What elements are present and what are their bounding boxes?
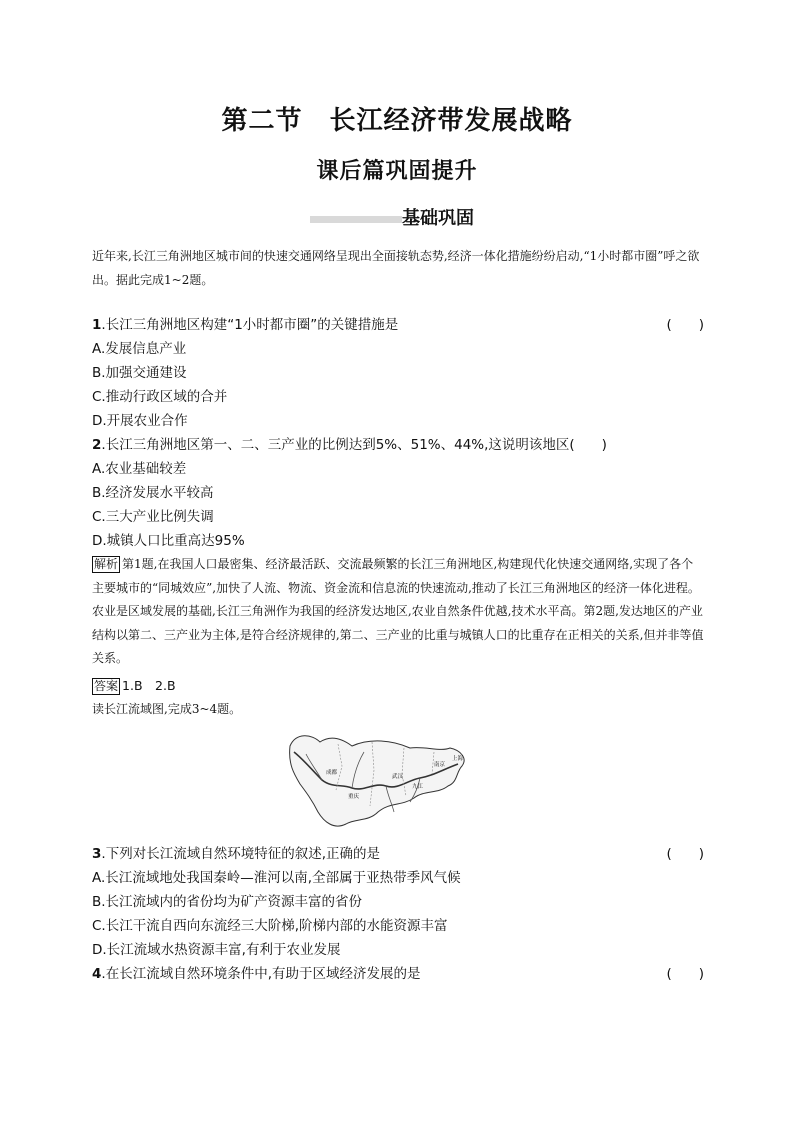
map-label-shanghai: 上海 — [452, 756, 464, 762]
q1-option-b: B.加强交通建设 — [92, 365, 187, 381]
q2-option-d: D.城镇人口比重高达95% — [92, 533, 245, 549]
question-stem: .在长江流域自然环境条件中,有助于区域经济发展的是 — [101, 966, 421, 982]
question-4 — [92, 963, 704, 985]
section-heading: 基础巩固 — [402, 208, 474, 229]
answer-text: 1.B 2.B — [122, 678, 176, 693]
map-label-wuhan: 武汉 — [392, 774, 404, 780]
q2-option-b: B.经济发展水平较高 — [92, 485, 214, 501]
analysis-block — [92, 553, 704, 671]
q3-option-a: A.长江流域地处我国秦岭—淮河以南,全部属于亚热带季风气候 — [92, 870, 461, 886]
q1-option-d: D.开展农业合作 — [92, 413, 188, 429]
q1-option-a: A.发展信息产业 — [92, 341, 187, 357]
question-number: 1 — [92, 317, 102, 333]
section-decoration-bar — [310, 216, 402, 223]
answer-paren: ( ) — [666, 846, 704, 862]
question-stem: .长江三角洲地区第一、二、三产业的比例达到5%、51%、44%,这说明该地区( ) — [101, 437, 607, 453]
question-number: 4 — [92, 966, 102, 982]
page-title: 第二节 长江经济带发展战略 — [221, 106, 573, 136]
q1-option-c: C.推动行政区域的合并 — [92, 389, 228, 405]
analysis-text: 第1题,在我国人口最密集、经济最活跃、交流最频繁的长江三角洲地区,构建现代化快速交通网络,实现了各个主要城市的“同城效应”,加快了人流、物流、资金流和信息流的快速流动,推动了长江三角洲地区的经济一体化进程。农业是区域发展的基础,长江三角洲作为我国的经济发达地区,农业自然条件优越,技术水平高。第2题,发达地区的产业结构以第二、三产业为主体,是符合经济规律的,第二、三产业的比重与城镇人口的比重存在正相关的关系,但并非等值关系。 — [92, 557, 704, 665]
map-label-nanjing: 南京 — [434, 762, 446, 768]
yangtze-basin-map — [282, 726, 472, 836]
q2-option-c: C.三大产业比例失调 — [92, 509, 214, 525]
map-label-jiujiang: 九江 — [412, 784, 424, 790]
basin-outline — [290, 736, 464, 826]
q3-option-b: B.长江流域内的省份均为矿产资源丰富的省份 — [92, 894, 363, 910]
answer-paren: ( ) — [666, 966, 704, 982]
question-stem: .长江三角洲地区构建“1小时都市圈”的关键措施是 — [101, 317, 399, 333]
map-label-chongqing: 重庆 — [348, 794, 360, 800]
page-subtitle: 课后篇巩固提升 — [316, 159, 478, 184]
answer-block — [92, 676, 176, 696]
map-instruction: 读长江流域图,完成3~4题。 — [92, 702, 242, 716]
intro-paragraph: 近年来,长江三角洲地区城市间的快速交通网络呈现出全面接轨态势,经济一体化措施纷纷启动,“1小时都市圈”呼之欲出。据此完成1~2题。 — [92, 249, 700, 287]
question-number: 3 — [92, 846, 102, 862]
q2-option-a: A.农业基础较差 — [92, 461, 187, 477]
question-3 — [92, 843, 704, 865]
analysis-tag: 解析 — [94, 557, 119, 571]
question-number: 2 — [92, 437, 102, 453]
question-2 — [92, 434, 704, 456]
question-1 — [92, 314, 704, 336]
q3-option-d: D.长江流域水热资源丰富,有利于农业发展 — [92, 942, 341, 958]
question-stem: .下列对长江流域自然环境特征的叙述,正确的是 — [101, 846, 380, 862]
q3-option-c: C.长江干流自西向东流经三大阶梯,阶梯内部的水能资源丰富 — [92, 918, 448, 934]
answer-tag: 答案 — [94, 679, 119, 693]
answer-paren: ( ) — [666, 317, 704, 333]
map-label-chengdu: 成都 — [326, 770, 338, 776]
